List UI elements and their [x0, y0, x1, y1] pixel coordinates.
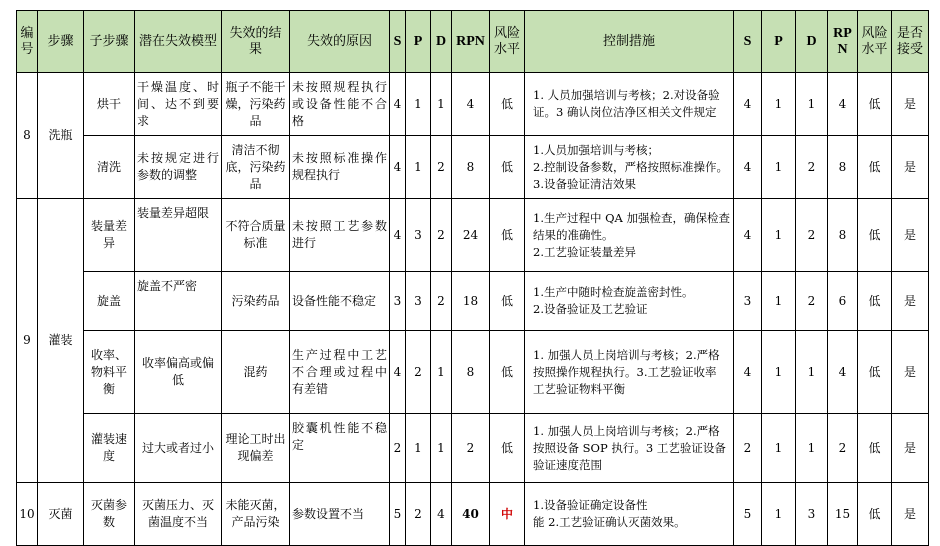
cell-no: 10 [17, 483, 38, 546]
cell-rpn2: 8 [828, 136, 858, 199]
header-step: 步骤 [38, 11, 84, 73]
cell-p: 3 [406, 199, 431, 272]
cell-substep: 灭菌参数 [84, 483, 135, 546]
table-row [17, 199, 929, 272]
cell-rpn: 8 [452, 136, 490, 199]
cell-risk: 中 [490, 483, 525, 546]
cell-p2: 1 [762, 136, 796, 199]
cell-risk: 低 [490, 136, 525, 199]
cell-failure-result: 理论工时出现偏差 [222, 414, 290, 483]
table-row [17, 483, 929, 546]
cell-accept: 是 [892, 331, 929, 414]
cell-substep: 烘干 [84, 73, 135, 136]
header-failure-cause: 失效的原因 [290, 11, 390, 73]
cell-risk: 低 [490, 272, 525, 331]
cell-rpn: 2 [452, 414, 490, 483]
cell-accept: 是 [892, 136, 929, 199]
cell-d: 1 [431, 414, 452, 483]
cell-p: 1 [406, 73, 431, 136]
cell-rpn2: 8 [828, 199, 858, 272]
cell-p: 3 [406, 272, 431, 331]
cell-failure-cause: 参数设置不当 [290, 483, 390, 546]
cell-d: 1 [431, 331, 452, 414]
cell-risk: 低 [490, 199, 525, 272]
cell-accept: 是 [892, 272, 929, 331]
cell-failure-result: 混药 [222, 331, 290, 414]
cell-p2: 1 [762, 483, 796, 546]
cell-step: 灭菌 [38, 483, 84, 546]
cell-no: 9 [17, 199, 38, 483]
cell-accept: 是 [892, 414, 929, 483]
cell-failure-result: 污染药品 [222, 272, 290, 331]
header-s2: S [734, 11, 762, 73]
cell-rpn: 24 [452, 199, 490, 272]
cell-d: 2 [431, 136, 452, 199]
cell-substep: 清洗 [84, 136, 135, 199]
header-row [17, 11, 929, 73]
header-d2: D [796, 11, 828, 73]
cell-control: 1.生产中随时检查旋盖密封性。 2.设备验证及工艺验证 [525, 272, 734, 331]
cell-substep: 灌装速度 [84, 414, 135, 483]
header-p: P [406, 11, 431, 73]
table-row [17, 136, 929, 199]
cell-accept: 是 [892, 483, 929, 546]
header-s: S [390, 11, 406, 73]
cell-d2: 2 [796, 136, 828, 199]
cell-failure-result: 清洁不彻底，污染药品 [222, 136, 290, 199]
header-control-measures: 控制措施 [525, 11, 734, 73]
cell-d: 2 [431, 272, 452, 331]
cell-failure-cause: 胶囊机性能不稳定 [290, 414, 390, 483]
fmea-table [16, 10, 929, 546]
cell-rpn2: 2 [828, 414, 858, 483]
cell-failure-cause: 未按照标准操作规程执行 [290, 136, 390, 199]
cell-d: 4 [431, 483, 452, 546]
cell-s2: 4 [734, 331, 762, 414]
table-row [17, 272, 929, 331]
cell-control: 1.生产过程中 QA 加强检查，确保检查结果的准确性。 2.工艺验证装量差异 [525, 199, 734, 272]
header-risk-level: 风险水平 [490, 11, 525, 73]
cell-d: 1 [431, 73, 452, 136]
cell-risk: 低 [490, 331, 525, 414]
cell-rpn2: 4 [828, 331, 858, 414]
cell-p2: 1 [762, 272, 796, 331]
cell-failure-mode: 干燥温度、时间、达不到要求 [135, 73, 222, 136]
cell-rpn: 18 [452, 272, 490, 331]
cell-accept: 是 [892, 73, 929, 136]
cell-p2: 1 [762, 331, 796, 414]
cell-p2: 1 [762, 73, 796, 136]
cell-d2: 2 [796, 199, 828, 272]
cell-d2: 2 [796, 272, 828, 331]
cell-failure-mode: 过大或者过小 [135, 414, 222, 483]
cell-failure-cause: 生产过程中工艺不合理或过程中有差错 [290, 331, 390, 414]
cell-s: 2 [390, 414, 406, 483]
cell-rpn: 8 [452, 331, 490, 414]
cell-d2: 1 [796, 414, 828, 483]
cell-risk2: 低 [858, 199, 892, 272]
table-row [17, 331, 929, 414]
cell-s: 4 [390, 136, 406, 199]
cell-rpn2: 15 [828, 483, 858, 546]
cell-failure-mode: 未按规定进行参数的调整 [135, 136, 222, 199]
cell-no: 8 [17, 73, 38, 199]
cell-accept: 是 [892, 199, 929, 272]
cell-p: 1 [406, 414, 431, 483]
cell-control: 1. 加强人员上岗培训与考核；2.严格按照设备 SOP 执行。3 工艺验证设备验证速度范围 [525, 414, 734, 483]
table-row [17, 414, 929, 483]
cell-p2: 1 [762, 414, 796, 483]
cell-s: 4 [390, 199, 406, 272]
cell-s2: 4 [734, 136, 762, 199]
cell-failure-cause: 未按照规程执行或设备性能不合格 [290, 73, 390, 136]
cell-risk: 低 [490, 414, 525, 483]
cell-failure-cause: 设备性能不稳定 [290, 272, 390, 331]
cell-risk2: 低 [858, 483, 892, 546]
cell-risk2: 低 [858, 331, 892, 414]
cell-s2: 4 [734, 199, 762, 272]
cell-substep: 装量差异 [84, 199, 135, 272]
cell-d: 2 [431, 199, 452, 272]
cell-risk: 低 [490, 73, 525, 136]
header-no: 编号 [17, 11, 38, 73]
cell-d2: 1 [796, 331, 828, 414]
cell-substep: 旋盖 [84, 272, 135, 331]
cell-rpn: 4 [452, 73, 490, 136]
cell-p: 1 [406, 136, 431, 199]
header-rpn: RPN [452, 11, 490, 73]
cell-risk2: 低 [858, 73, 892, 136]
cell-s2: 2 [734, 414, 762, 483]
cell-s: 3 [390, 272, 406, 331]
header-d: D [431, 11, 452, 73]
table-row [17, 73, 929, 136]
cell-s: 5 [390, 483, 406, 546]
cell-p: 2 [406, 483, 431, 546]
cell-failure-result: 瓶子不能干燥，污染药品 [222, 73, 290, 136]
cell-risk2: 低 [858, 136, 892, 199]
cell-risk2: 低 [858, 414, 892, 483]
cell-s2: 3 [734, 272, 762, 331]
cell-rpn2: 6 [828, 272, 858, 331]
cell-s2: 5 [734, 483, 762, 546]
cell-rpn2: 4 [828, 73, 858, 136]
cell-failure-mode: 装量差异超限 [135, 199, 222, 272]
header-substep: 子步骤 [84, 11, 135, 73]
cell-failure-mode: 旋盖不严密 [135, 272, 222, 331]
cell-substep: 收率、物料平衡 [84, 331, 135, 414]
cell-step: 洗瓶 [38, 73, 84, 199]
cell-control: 1. 人员加强培训与考核；2.对设备验证。3 确认岗位洁净区相关文件规定 [525, 73, 734, 136]
cell-s: 4 [390, 73, 406, 136]
cell-failure-result: 未能灭菌，产品污染 [222, 483, 290, 546]
cell-d2: 1 [796, 73, 828, 136]
cell-s2: 4 [734, 73, 762, 136]
cell-control: 1.人员加强培训与考核； 2.控制设备参数，严格按照标准操作。3.设备验证清洁效果 [525, 136, 734, 199]
cell-control: 1.设备验证确定设备性 能 2.工艺验证确认灭菌效果。 [525, 483, 734, 546]
cell-p: 2 [406, 331, 431, 414]
cell-d2: 3 [796, 483, 828, 546]
header-risk-level2: 风险水平 [858, 11, 892, 73]
cell-s: 4 [390, 331, 406, 414]
cell-rpn: 40 [452, 483, 490, 546]
cell-risk2: 低 [858, 272, 892, 331]
cell-step: 灌装 [38, 199, 84, 483]
header-p2: P [762, 11, 796, 73]
cell-failure-result: 不符合质量标准 [222, 199, 290, 272]
cell-failure-cause: 未按照工艺参数进行 [290, 199, 390, 272]
header-failure-mode: 潜在失效模型 [135, 11, 222, 73]
header-rpn2: RPN [828, 11, 858, 73]
header-failure-result: 失效的结果 [222, 11, 290, 73]
header-accept: 是否接受 [892, 11, 929, 73]
cell-failure-mode: 收率偏高或偏低 [135, 331, 222, 414]
cell-p2: 1 [762, 199, 796, 272]
cell-control: 1. 加强人员上岗培训与考核；2.严格按照操作规程执行。3.工艺验证收率 工艺验证物料平衡 [525, 331, 734, 414]
cell-failure-mode: 灭菌压力、灭菌温度不当 [135, 483, 222, 546]
